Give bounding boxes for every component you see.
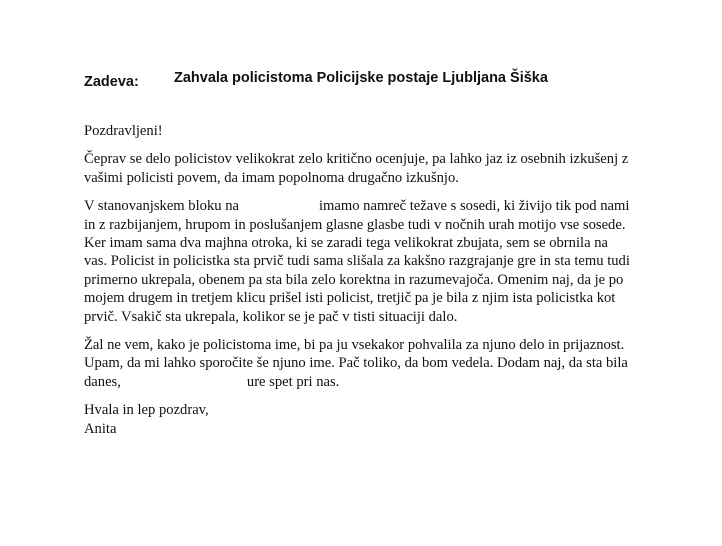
paragraph-3-line: Upam, da mi lahko sporočite še njuno ime. Pač toliko, da bom vedela. Dodam naj, da sta bila <box>84 355 628 372</box>
closing-line: Hvala in lep pozdrav, <box>84 402 209 419</box>
paragraph-3 <box>84 336 674 391</box>
paragraph-3-line: Žal ne vem, kako je policistoma ime, bi pa ju vsekakor pohvalila za njuno delo in prijaznost. <box>84 337 625 354</box>
subject-row <box>84 70 684 94</box>
paragraph-3-last-line <box>84 373 674 391</box>
signature: Anita <box>84 420 117 437</box>
subject-title: Zahvala policistoma Policijske postaje Ljubljana Šiška <box>174 70 548 86</box>
letter-body <box>84 122 674 448</box>
paragraph-2 <box>84 197 674 326</box>
paragraph-3-line-start: danes, <box>84 373 121 390</box>
paragraph-3-line-end: ure spet pri nas. <box>246 373 340 390</box>
paragraph-2-line: vas. Policist in policistka sta prvič tudi sama slišala za kakšno razgrajanje gre in sta temu tudi <box>84 253 630 270</box>
paragraph-2-first-line <box>84 197 674 215</box>
paragraph-2-line-end: imamo namreč težave s sosedi, ki živijo tik pod nami <box>318 198 630 215</box>
paragraph-2-line: primerno ukrepala, obenem pa sta bila zelo korektna in razumevajoča. Omenim naj, da je po <box>84 271 624 288</box>
closing <box>84 401 674 438</box>
paragraph-2-line-start: V stanovanjskem bloku na <box>84 198 239 215</box>
subject-label: Zadeva: <box>84 74 139 90</box>
paragraph-2-line: Ker imam sama dva majhna otroka, ki se zaradi tega velikokrat zbujata, sem se obrnila na <box>84 235 608 252</box>
paragraph-1-line: vašimi policisti povem, da imam popolnoma drugačno izkušnjo. <box>84 169 459 186</box>
paragraph-1-line: Čeprav se delo policistov velikokrat zelo kritično ocenjuje, pa lahko jaz iz osebnih izkušenj z <box>84 151 629 168</box>
paragraph-2-line: mojem drugem in tretjem klicu prišel isti policist, tretjič pa je bila z njim ista policistka kot <box>84 290 616 307</box>
paragraph-1 <box>84 150 674 187</box>
greeting: Pozdravljeni! <box>84 123 163 139</box>
paragraph-2-line: in z razbijanjem, hrupom in poslušanjem glasne glasbe tudi v nočnih urah motijo vse sosede. <box>84 216 626 233</box>
paragraph-2-line: prvič. Vsakič sta ukrepala, kolikor se je pač v tisti situaciji dalo. <box>84 308 458 325</box>
